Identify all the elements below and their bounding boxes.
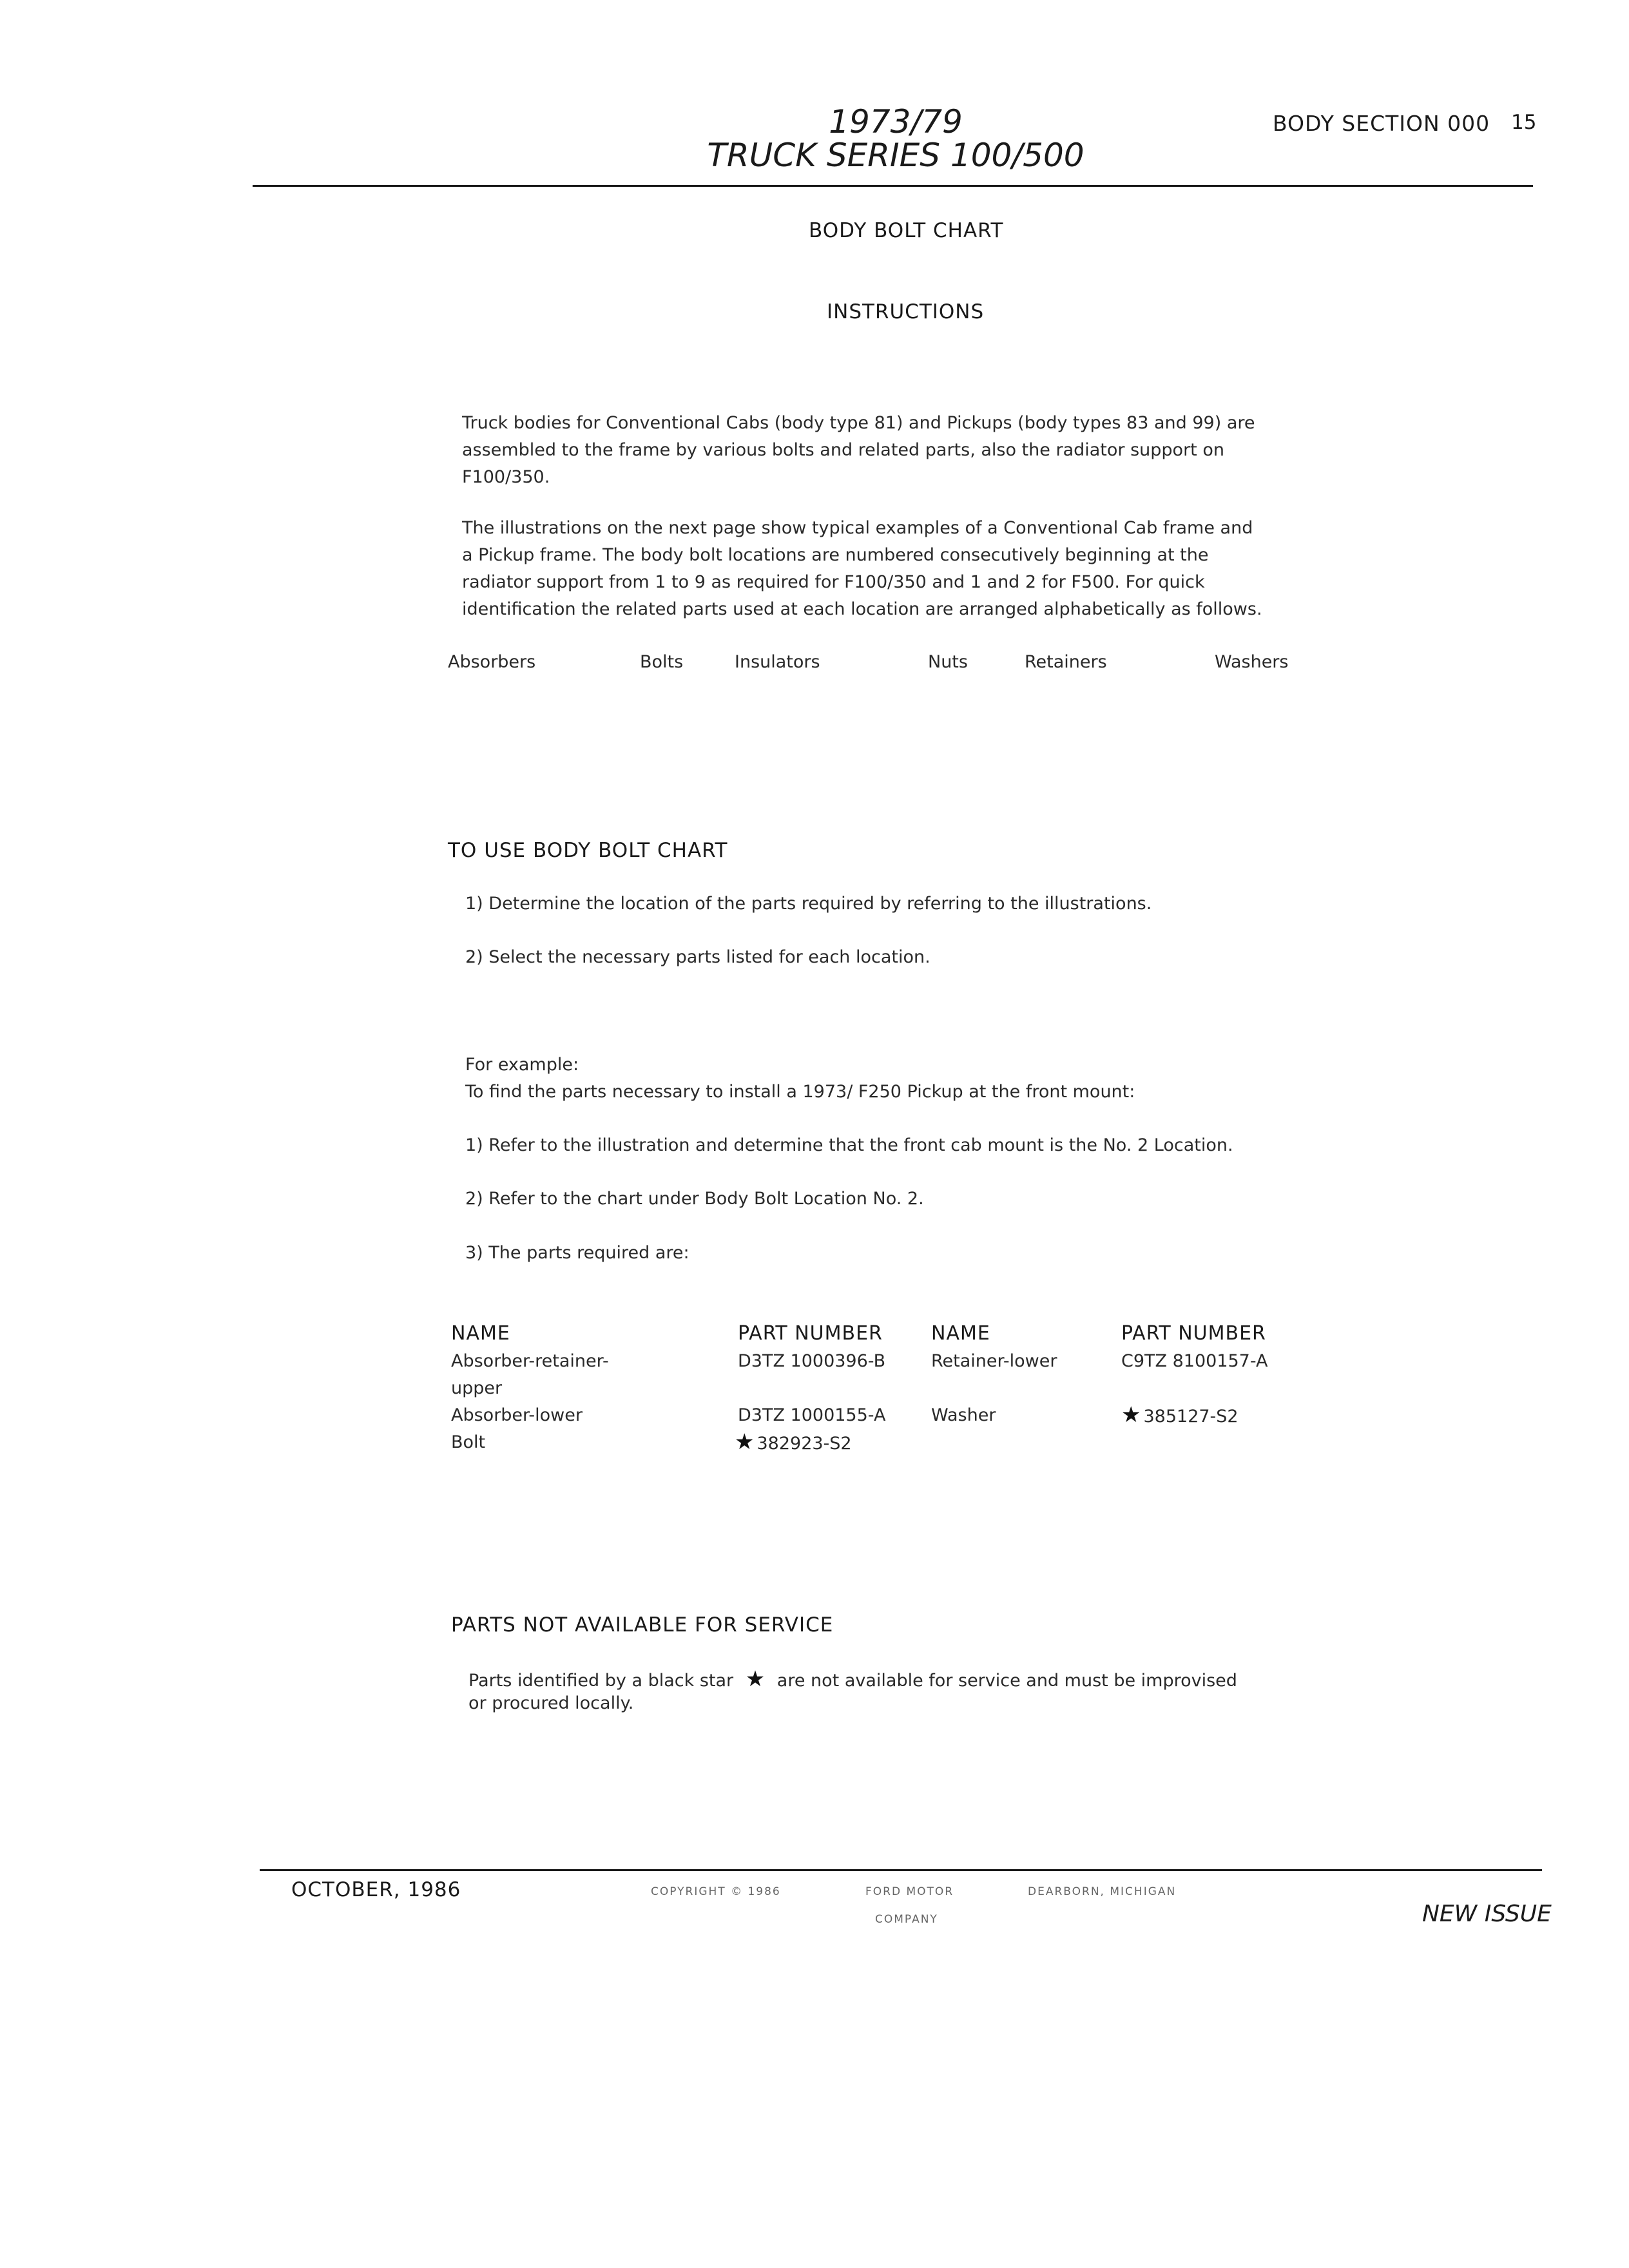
service-heading: PARTS NOT AVAILABLE FOR SERVICE bbox=[451, 1613, 834, 1637]
table-row-2-name: Absorber-lower bbox=[451, 1405, 583, 1425]
category-nuts: Nuts bbox=[928, 652, 968, 672]
table-row-3-part bbox=[735, 1429, 852, 1455]
paragraph-2: The illustrations on the next page show typical examples of a Conventional Cab frame and a Pickup frame. The body bolt locations are numbered consecutively beginning at the radiator support from 1 to 9 as required for F100/350 and 1 and 2 for F500. For quick identification the related parts used at each location are arranged alphabetically as follows. bbox=[462, 518, 1262, 619]
footer-copyright: COPYRIGHT © 1986 bbox=[651, 1885, 781, 1898]
service-note-line-1 bbox=[468, 1666, 1237, 1692]
category-absorbers: Absorbers bbox=[448, 652, 536, 672]
footer-location: DEARBORN, MICHIGAN bbox=[1028, 1885, 1177, 1898]
table-row-2-part: D3TZ 1000155-A bbox=[738, 1405, 886, 1425]
header-section: BODY SECTION 000 bbox=[1273, 111, 1490, 136]
category-bolts: Bolts bbox=[640, 652, 684, 672]
use-step-1: 1) Determine the location of the parts required by referring to the illustrations. bbox=[465, 894, 1152, 914]
black-star-icon: ★ bbox=[1121, 1402, 1141, 1428]
table-header-name-left: NAME bbox=[451, 1322, 510, 1345]
use-chart-heading: TO USE BODY BOLT CHART bbox=[448, 839, 728, 862]
footer-company-line-2: COMPANY bbox=[875, 1913, 938, 1926]
use-step-2: 2) Select the necessary parts listed for each location. bbox=[465, 947, 930, 967]
table-row-2-part-right bbox=[1121, 1402, 1239, 1428]
paragraph-1: Truck bodies for Conventional Cabs (body type 81) and Pickups (body types 83 and 99) are assembled to the frame by various bolts and related parts, also the radiator support on F100/350. bbox=[462, 413, 1255, 487]
service-note-before: Parts identified by a black star bbox=[468, 1671, 734, 1691]
table-row-1-name: Absorber-retainer- bbox=[451, 1351, 609, 1371]
page-number: 15 bbox=[1511, 111, 1537, 134]
instructions-heading: INSTRUCTIONS bbox=[827, 300, 985, 323]
chart-title: BODY BOLT CHART bbox=[809, 219, 1004, 242]
category-retainers: Retainers bbox=[1025, 652, 1107, 672]
table-row-1-part-right: C9TZ 8100157-A bbox=[1121, 1351, 1268, 1371]
table-header-name-right: NAME bbox=[931, 1322, 990, 1345]
header-series: TRUCK SERIES 100/500 bbox=[707, 137, 1084, 174]
black-star-icon: ★ bbox=[745, 1666, 766, 1692]
example-step-1: 1) Refer to the illustration and determine that the front cab mount is the No. 2 Location. bbox=[465, 1135, 1233, 1155]
footer-rule bbox=[260, 1869, 1542, 1871]
table-row-3-name: Bolt bbox=[451, 1432, 486, 1452]
table-header-part-right: PART NUMBER bbox=[1121, 1322, 1266, 1345]
table-row-1-name-right: Retainer-lower bbox=[931, 1351, 1057, 1371]
table-row-3-part-text: 382923-S2 bbox=[757, 1434, 852, 1454]
category-washers: Washers bbox=[1215, 652, 1289, 672]
table-row-1-name-cont: upper bbox=[451, 1378, 503, 1398]
header-year: 1973/79 bbox=[829, 103, 963, 140]
example-step-2: 2) Refer to the chart under Body Bolt Location No. 2. bbox=[465, 1189, 924, 1209]
footer-issue: NEW ISSUE bbox=[1422, 1901, 1552, 1927]
example-step-3: 3) The parts required are: bbox=[465, 1243, 689, 1263]
black-star-icon: ★ bbox=[735, 1429, 755, 1455]
header-rule bbox=[253, 185, 1533, 187]
service-note-line-2: or procured locally. bbox=[468, 1693, 634, 1713]
table-row-2-name-right: Washer bbox=[931, 1405, 996, 1425]
footer-company-line-1: FORD MOTOR bbox=[865, 1885, 954, 1898]
example-intro: For example: bbox=[465, 1055, 579, 1075]
category-insulators: Insulators bbox=[735, 652, 820, 672]
service-note-after: are not available for service and must be improvised bbox=[776, 1671, 1237, 1691]
table-row-2-part-right-text: 385127-S2 bbox=[1143, 1407, 1239, 1427]
footer-date: OCTOBER, 1986 bbox=[291, 1878, 461, 1901]
table-header-part-left: PART NUMBER bbox=[738, 1322, 883, 1345]
example-task: To find the parts necessary to install a 1973/ F250 Pickup at the front mount: bbox=[465, 1082, 1135, 1102]
table-row-1-part: D3TZ 1000396-B bbox=[738, 1351, 886, 1371]
